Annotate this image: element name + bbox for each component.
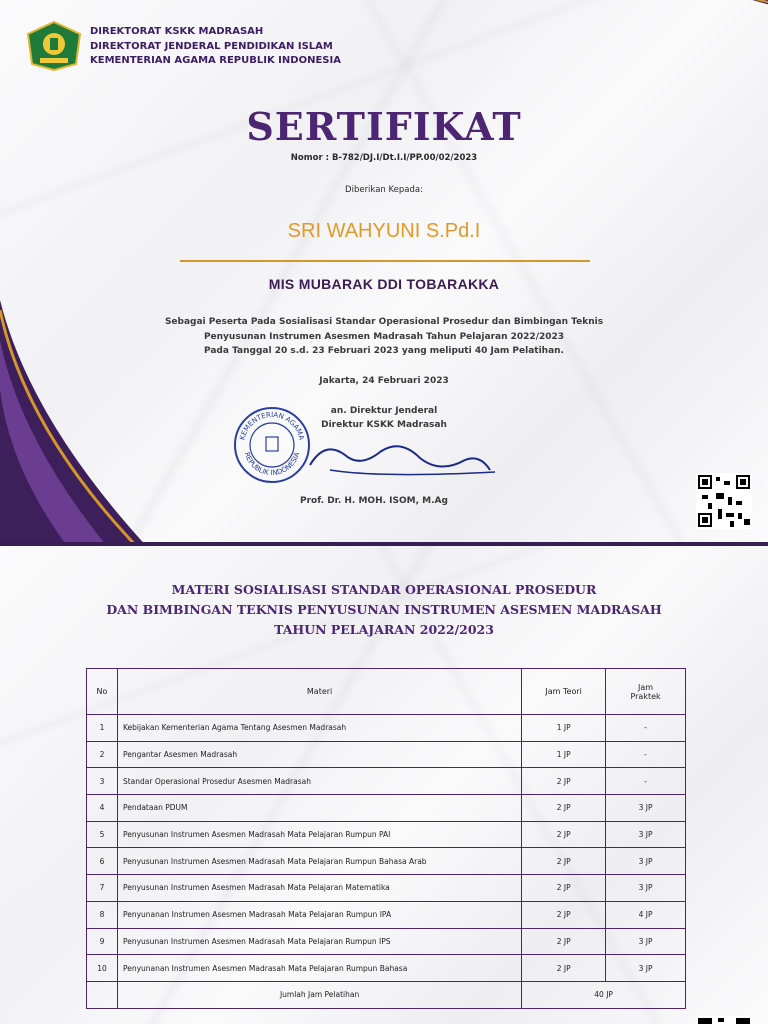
row-jam-praktek: 3 JP [606,795,686,822]
table-row [87,901,686,928]
table-row [87,821,686,848]
row-jam-teori: 2 JP [522,821,606,848]
row-jam-praktek: 4 JP [606,901,686,928]
row-materi: Kebijakan Kementerian Agama Tentang Asesmen Madrasah [117,715,521,742]
description-line-1: Sebagai Peserta Pada Sosialisasi Standar Operasional Prosedur dan Bimbingan Teknis [164,317,604,327]
kemenag-logo-icon [26,20,82,72]
row-no: 9 [87,928,118,955]
signature-icon [290,430,500,485]
table-header-row [87,669,686,715]
recipient-name: SRI WAHYUNI S.Pd.I [287,220,481,242]
description-line-3: Pada Tanggal 20 s.d. 23 Februari 2023 yang meliputi 40 Jam Pelatihan. [204,346,564,356]
row-jam-praktek: 3 JP [606,875,686,902]
materials-title-line-1: MATERI SOSIALISASI STANDAR OPERASIONAL PROSEDUR [171,582,597,597]
table-row [87,955,686,982]
row-no: 4 [87,795,118,822]
header-jam-praktek-line-2: Praktek [630,691,661,701]
table-row [87,848,686,875]
table-total-row [87,981,686,1008]
total-value: 40 JP [522,981,686,1008]
total-no-cell [87,981,118,1008]
row-no: 1 [87,715,118,742]
row-materi: Penyusunan Instrumen Asesmen Madrasah Mata Pelajaran Rumpun Bahasa Arab [117,848,521,875]
qr-code-icon [696,1016,752,1024]
header-line-2: DIREKTORAT JENDERAL PENDIDIKAN ISLAM [90,40,333,52]
row-materi: Penyusunan Instrumen Asesmen Madrasah Mata Pelajaran Matematika [117,875,521,902]
signature-title-line-2: Direktur KSKK Madrasah [321,420,447,430]
row-materi: Penyunanan Instrumen Asesmen Madrasah Mata Pelajaran Rumpun Bahasa [117,955,521,982]
row-jam-praktek: 3 JP [606,928,686,955]
row-jam-praktek: - [606,715,686,742]
signature-title [0,404,768,432]
row-jam-teori: 2 JP [522,928,606,955]
row-jam-praktek: 3 JP [606,955,686,982]
row-materi: Penyunanan Instrumen Asesmen Madrasah Mata Pelajaran Rumpun IPA [117,901,521,928]
row-jam-praktek: 3 JP [606,821,686,848]
school-name: MIS MUBARAK DDI TOBARAKKA [268,276,500,292]
row-jam-praktek: - [606,768,686,795]
row-jam-teori: 1 JP [522,715,606,742]
place-date: Jakarta, 24 Februari 2023 [319,376,449,386]
table-row [87,715,686,742]
header-no: No [87,669,118,715]
materials-title-line-3: TAHUN PELAJARAN 2022/2023 [274,622,494,637]
row-materi: Pengantar Asesmen Madrasah [117,741,521,768]
certificate-description [100,315,668,359]
corner-ornament-top-right [638,0,768,50]
row-jam-teori: 2 JP [522,955,606,982]
total-label: Jumlah Jam Pelatihan [117,981,521,1008]
row-no: 10 [87,955,118,982]
signer-name: Prof. Dr. H. MOH. ISOM, M.Ag [300,496,448,506]
materials-title-line-2: DAN BIMBINGAN TEKNIS PENYUSUNAN INSTRUMEN ASESMEN MADRASAH [106,602,662,617]
row-jam-teori: 2 JP [522,875,606,902]
header-jam-praktek-line-1: Jam [638,682,654,692]
header-line-3: KEMENTERIAN AGAMA REPUBLIK INDONESIA [90,55,341,66]
qr-code-icon [696,473,752,529]
table-row [87,875,686,902]
header-line-1: DIREKTORAT KSKK MADRASAH [90,26,264,37]
row-no: 3 [87,768,118,795]
certificate-title: SERTIFIKAT [246,104,522,149]
row-materi: Standar Operasional Prosedur Asesmen Madrasah [117,768,521,795]
row-jam-teori: 2 JP [522,768,606,795]
row-materi: Penyusunan Instrumen Asesmen Madrasah Mata Pelajaran Rumpun IPS [117,928,521,955]
institution-header [90,25,341,69]
header-jam-teori: Jam Teori [522,669,606,715]
header-materi: Materi [117,669,521,715]
row-no: 2 [87,741,118,768]
description-line-2: Penyusunan Instrumen Asesmen Madrasah Tahun Pelajaran 2022/2023 [203,331,565,342]
header-jam-praktek [606,669,686,715]
materials-page [0,546,768,1024]
stamp-text-bottom: REPUBLIK INDONESIA [242,451,302,478]
row-jam-praktek: 3 JP [606,848,686,875]
materials-table [86,668,686,1009]
row-no: 8 [87,901,118,928]
row-no: 6 [87,848,118,875]
row-jam-teori: 2 JP [522,848,606,875]
given-to-label: Diberikan Kepada: [345,185,423,195]
table-row [87,795,686,822]
row-no: 7 [87,875,118,902]
row-jam-praktek: - [606,741,686,768]
row-materi: Pendataan PDUM [117,795,521,822]
certificate-number: Nomor : B-782/DJ.I/Dt.I.I/PP.00/02/2023 [290,153,478,163]
row-jam-teori: 2 JP [522,795,606,822]
name-underline [180,260,590,262]
row-materi: Penyusunan Instrumen Asesmen Madrasah Mata Pelajaran Rumpun PAI [117,821,521,848]
table-row [87,928,686,955]
row-jam-teori: 2 JP [522,901,606,928]
table-row [87,768,686,795]
table-row [87,741,686,768]
signature-title-line-1: an. Direktur Jenderal [330,406,438,416]
stamp-text-top: KEMENTERIAN AGAMA [238,410,306,441]
materials-title [0,580,768,640]
row-jam-teori: 1 JP [522,741,606,768]
row-no: 5 [87,821,118,848]
